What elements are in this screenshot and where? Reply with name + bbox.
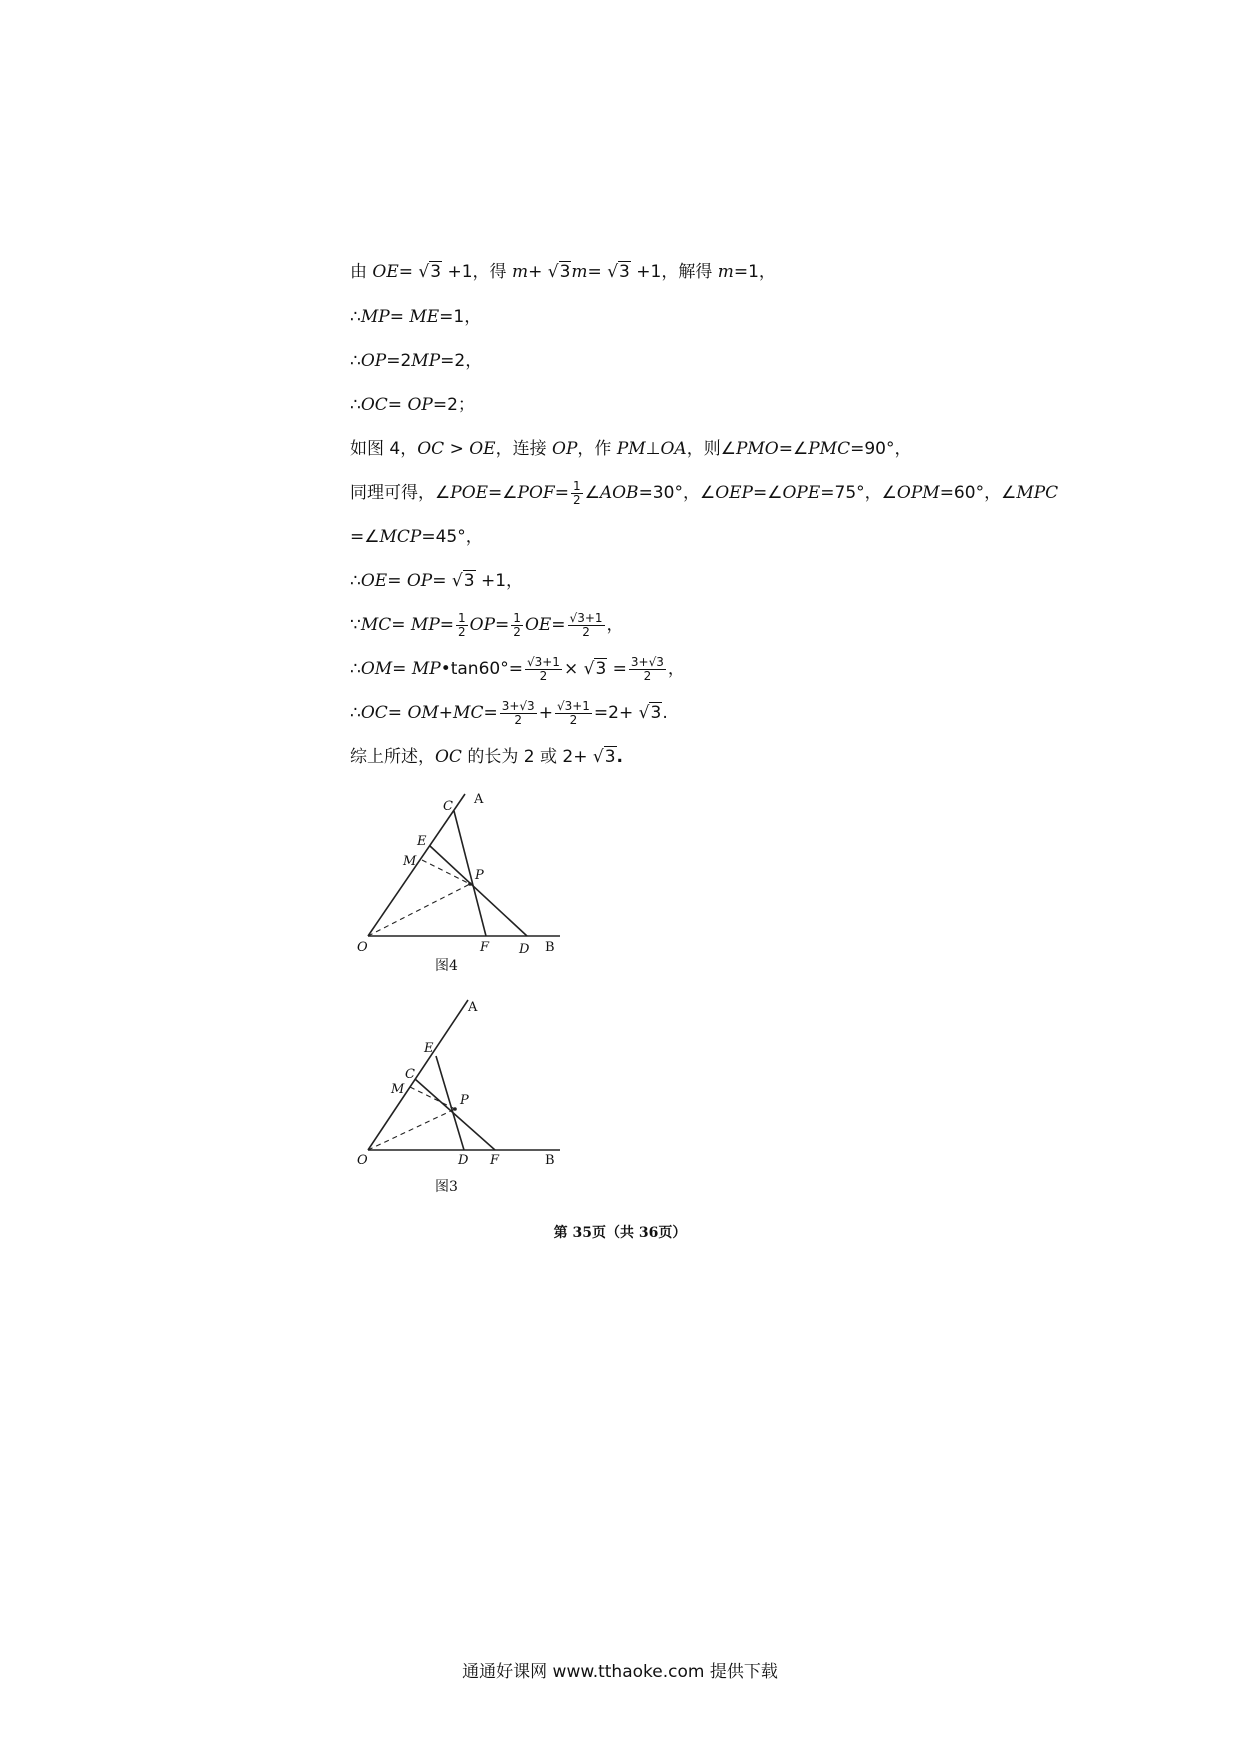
label-p: P — [460, 1093, 469, 1108]
label-f: F — [480, 940, 490, 955]
label-f: F — [490, 1153, 500, 1168]
ray-oa — [368, 1000, 468, 1150]
figure-3 — [350, 998, 570, 1173]
segment-pm — [422, 860, 470, 884]
solution-line-6: 同理可得，∠POE=∠POF= $\frac{1}{2}$ ∠AOB=30°，∠OEP=∠OPE=75°，∠OPM=60°，∠MPC — [350, 478, 1059, 507]
line-cf — [415, 1079, 495, 1150]
label-e: E — [424, 1041, 434, 1056]
solution-conclusion: 综上所述，OC 的长为 2 或 2+ √3. — [350, 747, 623, 767]
solution-line-7: =∠MCP=45°， — [350, 527, 483, 547]
label-p: P — [475, 868, 484, 883]
figure-4-caption: 图4 — [435, 958, 458, 974]
segment-op — [368, 884, 470, 936]
solution-line-11: ∴OC= OM+MC= $\frac{3+√3}{2}$ + $\frac{√3+1}{2}$ =2+ √3. — [350, 698, 668, 727]
line-ed — [430, 846, 527, 936]
label-d: D — [519, 942, 530, 957]
label-o: O — [357, 940, 368, 955]
label-c: C — [405, 1067, 415, 1082]
label-b: B — [545, 1153, 555, 1168]
point-p — [453, 1107, 457, 1111]
label-a: A — [468, 1000, 478, 1015]
figure-4 — [350, 785, 570, 980]
solution-line-9: ∵MC= MP= $\frac{1}{2}$ OP= $\frac{1}{2}$ OE= $\frac{√3+1}{2}$ ， — [350, 610, 624, 639]
label-c: C — [443, 799, 453, 814]
solution-line-8: ∴OE= OP= √3 +1， — [350, 571, 524, 591]
label-e: E — [417, 834, 427, 849]
figure-3-caption: 图3 — [435, 1179, 458, 1195]
label-b: B — [545, 940, 555, 955]
solution-line-4: ∴OC= OP=2； — [350, 395, 475, 415]
solution-line-1: 由 OE= √3 +1，得 m+ √3m= √3 +1，解得 m=1， — [350, 262, 776, 282]
solution-line-3: ∴OP=2MP=2， — [350, 351, 483, 371]
solution-line-10: ∴OM= MP•tan60°= $\frac{√3+1}{2}$ × √3 = $\frac{3+√3}{2}$ ， — [350, 654, 685, 683]
footer-download-note: 通通好课网 www.tthaoke.com 提供下载 — [462, 1662, 778, 1682]
label-m: M — [403, 854, 417, 869]
solution-line-2: ∴MP= ME=1， — [350, 307, 482, 327]
label-a: A — [474, 792, 484, 807]
label-m: M — [391, 1082, 405, 1097]
solution-line-5: 如图 4，OC > OE，连接 OP，作 PM⊥OA，则∠PMO=∠PMC=90°， — [350, 439, 912, 459]
page-number: 第 35页（共 36页） — [553, 1225, 687, 1241]
label-d: D — [458, 1153, 469, 1168]
label-o: O — [357, 1153, 368, 1168]
point-p — [468, 882, 472, 886]
